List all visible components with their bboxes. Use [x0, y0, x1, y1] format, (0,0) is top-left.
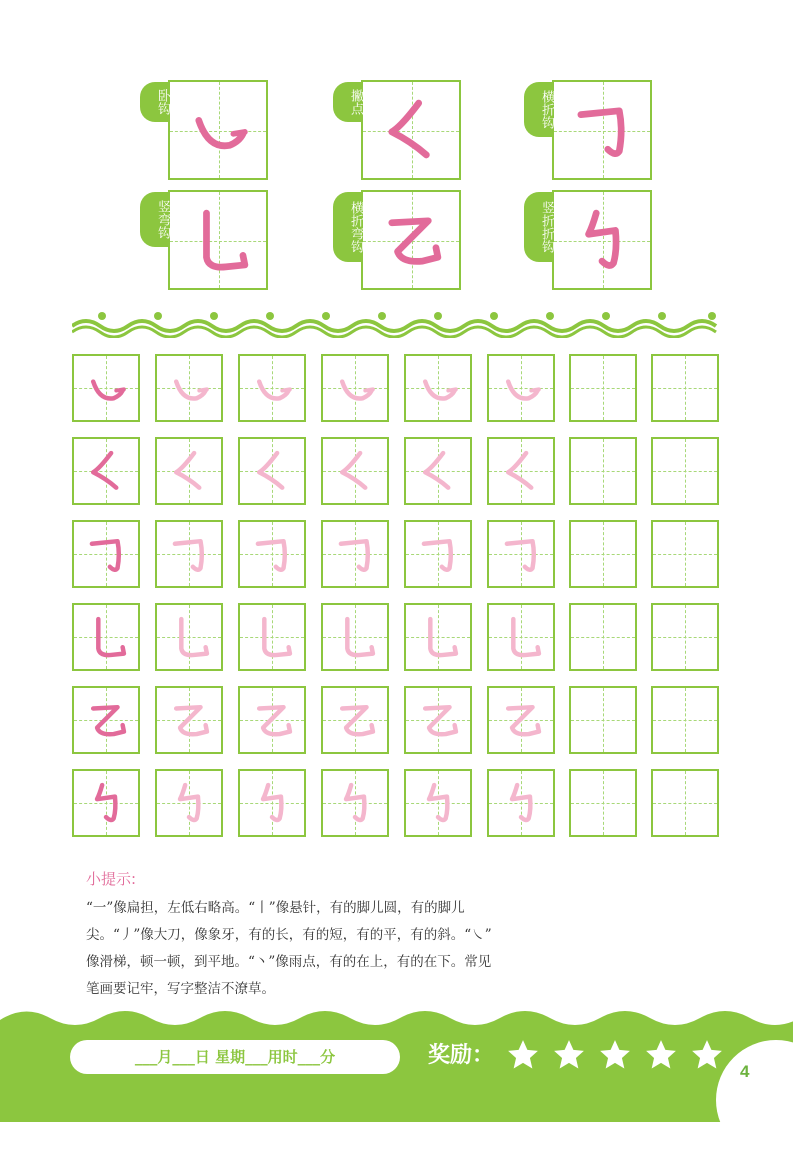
- tips-line: 尖。“丿”像大刀，像象牙，有的长，有的短，有的平，有的斜。“㇏”: [86, 927, 492, 943]
- stroke-glyph: [170, 192, 266, 288]
- demo-box: [361, 80, 461, 180]
- star-icon[interactable]: [598, 1038, 632, 1072]
- trace-glyph: [74, 356, 138, 420]
- trace-glyph: [489, 356, 553, 420]
- practice-cell[interactable]: [72, 354, 140, 422]
- trace-glyph: [74, 522, 138, 586]
- demo-box: [361, 190, 461, 290]
- demo-box: [552, 190, 652, 290]
- trace-glyph: [406, 605, 470, 669]
- trace-glyph: [323, 605, 387, 669]
- reward-label: 奖励：: [428, 1043, 495, 1068]
- practice-cell[interactable]: [404, 769, 472, 837]
- practice-cell[interactable]: [569, 437, 637, 505]
- practice-cell[interactable]: [72, 437, 140, 505]
- practice-cell[interactable]: [487, 354, 555, 422]
- practice-cell[interactable]: [238, 520, 306, 588]
- trace-glyph: [240, 688, 304, 752]
- practice-cell[interactable]: [404, 603, 472, 671]
- trace-glyph: [406, 771, 470, 835]
- trace-glyph: [323, 439, 387, 503]
- practice-cell[interactable]: [404, 686, 472, 754]
- practice-cell[interactable]: [155, 520, 223, 588]
- practice-cell[interactable]: [72, 520, 140, 588]
- trace-glyph: [157, 439, 221, 503]
- star-icon[interactable]: [506, 1038, 540, 1072]
- trace-glyph: [157, 688, 221, 752]
- practice-cell[interactable]: [651, 686, 719, 754]
- practice-cell[interactable]: [155, 769, 223, 837]
- practice-cell[interactable]: [238, 686, 306, 754]
- practice-cell[interactable]: [155, 603, 223, 671]
- trace-glyph: [74, 439, 138, 503]
- trace-glyph: [157, 522, 221, 586]
- practice-cell[interactable]: [72, 686, 140, 754]
- trace-glyph: [240, 605, 304, 669]
- practice-cell[interactable]: [404, 520, 472, 588]
- practice-cell[interactable]: [487, 520, 555, 588]
- tips-title: 小提示:: [86, 870, 137, 888]
- stroke-glyph: [554, 192, 650, 288]
- practice-cell[interactable]: [569, 686, 637, 754]
- trace-glyph: [240, 439, 304, 503]
- practice-cell[interactable]: [321, 520, 389, 588]
- trace-glyph: [240, 522, 304, 586]
- star-icon[interactable]: [690, 1038, 724, 1072]
- practice-cell[interactable]: [155, 686, 223, 754]
- practice-cell[interactable]: [72, 769, 140, 837]
- practice-cell[interactable]: [487, 437, 555, 505]
- practice-cell[interactable]: [487, 603, 555, 671]
- practice-cell[interactable]: [651, 520, 719, 588]
- stroke-name-tag: 竖折折钩: [524, 192, 554, 262]
- practice-cell[interactable]: [569, 354, 637, 422]
- trace-glyph: [240, 771, 304, 835]
- practice-cell[interactable]: [155, 354, 223, 422]
- practice-cell[interactable]: [569, 769, 637, 837]
- trace-glyph: [406, 439, 470, 503]
- practice-cell[interactable]: [72, 603, 140, 671]
- demo-box: [168, 80, 268, 180]
- trace-glyph: [406, 522, 470, 586]
- stroke-name-tag: 竖弯钩: [140, 192, 170, 247]
- trace-glyph: [489, 605, 553, 669]
- trace-glyph: [157, 356, 221, 420]
- trace-glyph: [323, 356, 387, 420]
- trace-glyph: [74, 771, 138, 835]
- practice-cell[interactable]: [321, 686, 389, 754]
- practice-cell[interactable]: [651, 769, 719, 837]
- trace-glyph: [157, 605, 221, 669]
- practice-cell[interactable]: [321, 769, 389, 837]
- stroke-name-tag: 横折弯钩: [333, 192, 363, 262]
- practice-cell[interactable]: [651, 437, 719, 505]
- trace-glyph: [323, 688, 387, 752]
- stroke-name-tag: 横折钩: [524, 82, 554, 137]
- trace-glyph: [489, 522, 553, 586]
- practice-cell[interactable]: [238, 603, 306, 671]
- practice-cell[interactable]: [487, 769, 555, 837]
- tips-section: [86, 868, 706, 1003]
- tips-line: 像滑梯，顿一顿，到平地。“丶”像雨点，有的在上，有的在下。常见: [86, 954, 492, 970]
- stroke-name-tag: 撇点: [333, 82, 363, 122]
- stroke-glyph: [363, 192, 459, 288]
- practice-cell[interactable]: [238, 769, 306, 837]
- practice-cell[interactable]: [321, 437, 389, 505]
- trace-glyph: [240, 356, 304, 420]
- page-number: 4: [740, 1062, 750, 1081]
- practice-cell[interactable]: [569, 520, 637, 588]
- practice-cell[interactable]: [238, 354, 306, 422]
- demo-box: [552, 80, 652, 180]
- wave-divider: [72, 308, 722, 338]
- trace-glyph: [489, 688, 553, 752]
- star-icon[interactable]: [552, 1038, 586, 1072]
- stroke-name-tag: 卧钩: [140, 82, 170, 122]
- trace-glyph: [74, 605, 138, 669]
- trace-glyph: [489, 771, 553, 835]
- trace-glyph: [157, 771, 221, 835]
- practice-cell[interactable]: [404, 437, 472, 505]
- trace-glyph: [323, 522, 387, 586]
- trace-glyph: [406, 688, 470, 752]
- stroke-glyph: [363, 82, 459, 178]
- tips-line: 笔画要记牢，写字整洁不潦草。: [86, 981, 275, 997]
- practice-cell[interactable]: [321, 603, 389, 671]
- star-icon[interactable]: [644, 1038, 678, 1072]
- practice-cell[interactable]: [321, 354, 389, 422]
- trace-glyph: [323, 771, 387, 835]
- practice-cell[interactable]: [651, 603, 719, 671]
- practice-cell[interactable]: [487, 686, 555, 754]
- stroke-glyph: [170, 82, 266, 178]
- practice-cell[interactable]: [155, 437, 223, 505]
- date-field[interactable]: ___月___日 星期___用时___分: [70, 1040, 400, 1074]
- practice-cell[interactable]: [569, 603, 637, 671]
- tips-line: “一”像扁担，左低右略高。“丨”像悬针，有的脚儿圆，有的脚儿: [86, 900, 465, 916]
- practice-cell[interactable]: [651, 354, 719, 422]
- trace-glyph: [489, 439, 553, 503]
- practice-cell[interactable]: [404, 354, 472, 422]
- practice-cell[interactable]: [238, 437, 306, 505]
- stroke-glyph: [554, 82, 650, 178]
- trace-glyph: [74, 688, 138, 752]
- trace-glyph: [406, 356, 470, 420]
- demo-box: [168, 190, 268, 290]
